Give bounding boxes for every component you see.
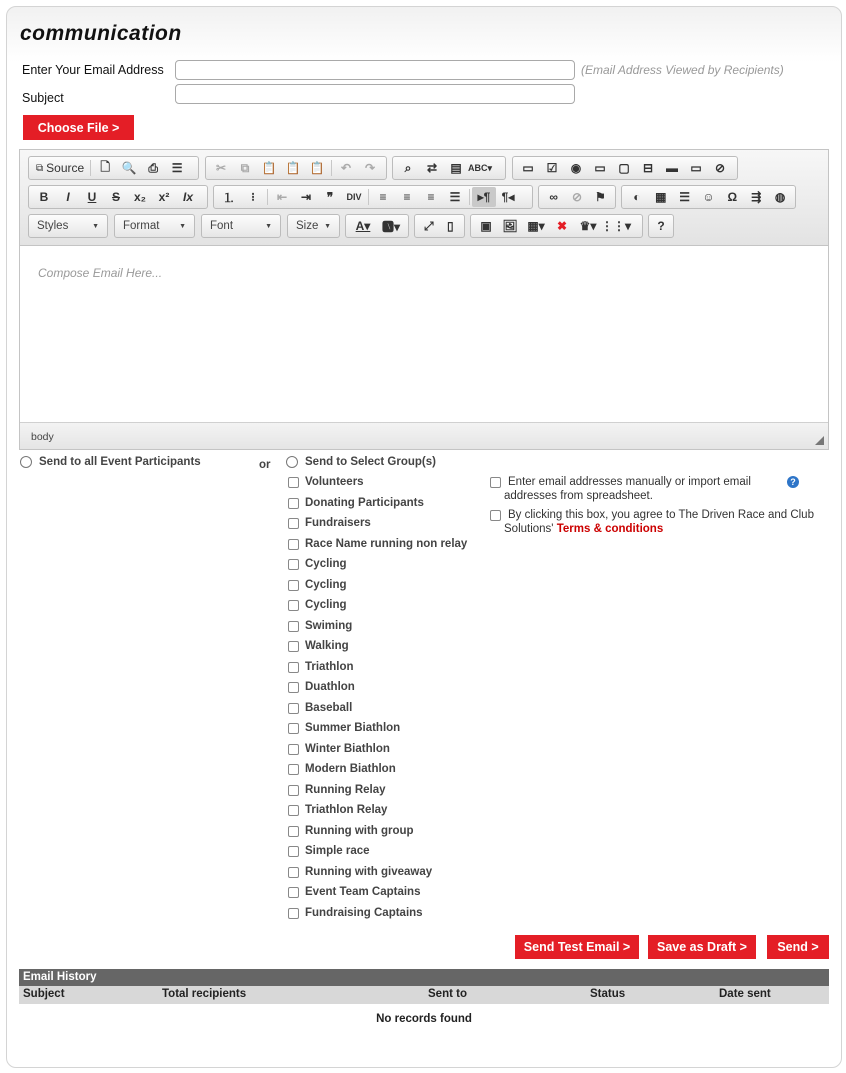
ltr-icon[interactable]: ▸¶ [472,187,496,207]
toolbar-group-document [28,156,199,180]
group-checkbox[interactable] [288,621,299,632]
send-button[interactable]: Send > [767,935,829,959]
send-all-label: Send to all Event Participants [39,456,201,468]
group-checkbox[interactable] [288,826,299,837]
group-checkbox[interactable] [288,887,299,898]
group-label: Running with group [305,825,414,837]
group-checkbox[interactable] [288,580,299,591]
save-draft-button[interactable]: Save as Draft > [648,935,756,959]
align-right-icon[interactable]: ≡ [427,190,435,204]
help-question-icon[interactable]: ? [657,219,665,233]
group-label: Simple race [305,845,370,857]
group-item[interactable] [288,515,371,531]
size-dropdown[interactable] [287,214,340,238]
paste-icon[interactable]: 📋 [261,161,277,175]
toolbar-group-links [538,185,616,209]
group-item[interactable] [288,843,370,859]
group-item[interactable] [288,864,432,880]
group-label: Event Team Captains [305,886,421,898]
editor-body[interactable] [20,246,828,423]
manual-entry-checkbox[interactable] [490,477,501,488]
group-item[interactable] [288,536,467,552]
group-checkbox[interactable] [288,539,299,550]
toolbar-group-basicstyles [28,185,208,209]
replace-icon[interactable]: ⇄ [426,161,438,175]
styles-dropdown[interactable] [28,214,108,238]
group-item[interactable] [288,638,349,654]
group-checkbox[interactable] [288,641,299,652]
email-label: Enter Your Email Address [22,63,164,77]
radio-icon[interactable]: ◉ [570,161,582,175]
cut-icon[interactable]: ✂ [215,161,227,175]
indent-icon[interactable]: ⇥ [300,190,312,204]
page-title: communication [20,22,182,45]
agree-terms-line2 [504,523,663,535]
group-checkbox[interactable] [288,682,299,693]
copy-icon[interactable]: ⧉ [240,160,250,175]
choose-file-button[interactable]: Choose File > [23,115,134,140]
group-checkbox[interactable] [288,805,299,816]
group-item[interactable] [288,802,387,818]
group-item[interactable] [288,823,414,839]
email-history-header: Email History [19,969,829,986]
format-label: Format [123,220,160,232]
agree-terms-prefix: Solutions' [504,523,554,535]
source-icon: ⧉ [36,162,44,174]
toolbar-group-extras [470,214,643,238]
email-input[interactable] [175,60,575,80]
print-icon[interactable]: ⎙ [148,160,158,175]
group-label: Summer Biathlon [305,722,401,734]
textarea-icon[interactable]: ▢ [618,161,630,175]
bulleted-list-icon[interactable]: ⁝ [251,190,255,204]
group-checkbox[interactable] [288,785,299,796]
send-all-radio[interactable] [20,456,32,468]
group-checkbox[interactable] [288,723,299,734]
justify-icon[interactable]: ☰ [449,190,461,204]
delete-icon[interactable]: ✖ [556,219,568,233]
strike-icon[interactable]: S [111,190,120,204]
image-button-icon[interactable]: ▭ [690,161,702,175]
resize-handle-icon[interactable] [815,436,824,445]
link-icon[interactable]: ∞ [549,190,558,204]
save-icon[interactable]: ▣ [480,219,492,233]
toolbar-group-editing [392,156,506,180]
maximize-icon[interactable]: ⤢ [423,218,434,233]
chevron-down-icon: ▼ [92,222,99,230]
toolbar-group-help [648,214,674,238]
special-char-icon[interactable]: Ω [727,190,738,204]
group-checkbox[interactable] [288,764,299,775]
subject-input[interactable] [175,84,575,104]
group-item[interactable] [288,597,347,613]
show-blocks-icon[interactable]: ▯ [446,219,454,233]
select-groups-option[interactable] [286,456,436,468]
paste-word-icon[interactable]: 📋 [309,161,325,175]
toolbar-group-forms [512,156,738,180]
source-button[interactable] [32,158,88,178]
toolbar-group-insert [621,185,796,209]
form-icon[interactable]: ▭ [522,161,534,175]
send-all-option[interactable] [20,456,201,468]
group-label: Cycling [305,558,347,570]
group-label: Donating Participants [305,497,424,509]
templates-icon[interactable]: ☰ [171,161,183,175]
align-center-icon[interactable]: ≡ [403,190,411,204]
group-label: Fundraisers [305,517,371,529]
rtl-icon[interactable]: ¶◂ [501,190,515,204]
iframe-icon[interactable]: ◍ [774,190,786,204]
chevron-down-icon: ▼ [265,222,272,230]
group-label: Cycling [305,599,347,611]
chess-icon[interactable]: ♛▾ [579,219,597,233]
group-checkbox[interactable] [288,559,299,570]
group-checkbox[interactable] [288,518,299,529]
source-label: Source [46,161,85,175]
email-hint: (Email Address Viewed by Recipients) [581,63,784,77]
group-label: Running with giveaway [305,866,433,878]
rich-text-editor [19,149,829,450]
group-item[interactable] [288,618,352,634]
group-item[interactable] [288,659,354,675]
font-dropdown[interactable] [201,214,281,238]
table-menu-icon[interactable]: ▦▾ [527,219,545,233]
size-label: Size [296,220,319,232]
group-checkbox[interactable] [288,846,299,857]
group-item[interactable] [288,679,355,695]
group-checkbox[interactable] [288,908,299,919]
group-checkbox[interactable] [288,600,299,611]
chevron-down-icon: ▼ [324,222,331,230]
text-color-icon[interactable]: A▾ [355,219,371,233]
group-label: Fundraising Captains [305,907,423,919]
undo-icon[interactable]: ↶ [340,161,352,175]
bold-icon[interactable]: B [39,190,49,204]
group-item[interactable] [288,474,364,490]
group-item[interactable] [288,495,424,511]
group-label: Modern Biathlon [305,763,396,775]
select-icon[interactable]: ⊟ [642,161,654,175]
terms-conditions-link[interactable]: Terms & conditions [556,523,664,535]
group-label: Winter Biathlon [305,743,390,755]
select-all-icon[interactable]: ▤ [450,161,462,175]
group-checkbox[interactable] [288,662,299,673]
manual-entry-line1: Enter email addresses manually or import email [508,476,751,488]
button-icon[interactable]: ▬ [666,161,678,175]
group-item[interactable] [288,577,347,593]
agree-terms-checkbox[interactable] [490,510,501,521]
unlink-icon[interactable]: ⊘ [571,190,583,204]
page-break-icon[interactable]: ⇶ [751,190,762,204]
toolbar-group-clipboard [205,156,387,180]
group-checkbox[interactable] [288,498,299,509]
subscript-icon[interactable]: x₂ [133,190,146,204]
group-label: Swiming [305,620,353,632]
group-item[interactable] [288,782,386,798]
image-icon[interactable]: 🖼 [502,219,518,233]
email-history-columns [19,986,829,1004]
column-date-sent[interactable]: Date sent [719,988,771,1000]
group-item[interactable] [288,884,420,900]
textfield-icon[interactable]: ▭ [594,161,606,175]
column-subject[interactable]: Subject [23,988,65,1000]
format-dropdown[interactable] [114,214,195,238]
group-label: Duathlon [305,681,355,693]
styles-label: Styles [37,220,69,232]
new-page-icon[interactable]: 🗋 [100,159,110,174]
div-icon[interactable]: DIV [346,192,362,202]
align-left-icon[interactable]: ≡ [379,190,387,204]
group-item[interactable] [288,761,396,777]
group-label: Volunteers [305,476,364,488]
group-item[interactable] [288,556,347,572]
table-icon[interactable]: ▦ [655,190,667,204]
outdent-icon[interactable]: ⇤ [276,190,288,204]
group-label: Triathlon [305,661,354,673]
group-label: Running Relay [305,784,386,796]
group-item[interactable] [288,720,400,736]
agree-terms-line1: By clicking this box, you agree to The Driven Race and Club [508,509,814,521]
select-groups-radio[interactable] [286,456,298,468]
numbered-list-icon[interactable]: ⒈ [222,190,235,205]
group-item[interactable] [288,905,423,921]
hidden-field-icon[interactable]: ⊘ [714,161,726,175]
preview-icon[interactable]: 🔍 [121,161,137,175]
subject-label: Subject [22,91,64,105]
element-path[interactable]: body [31,431,54,443]
column-sent-to[interactable]: Sent to [428,988,467,1000]
bg-color-icon[interactable]: 🅰▾ [381,219,401,234]
group-label: Race Name running non relay [305,538,468,550]
send-test-email-button[interactable]: Send Test Email > [515,935,639,959]
group-checkbox[interactable] [288,744,299,755]
toolbar-group-tools [414,214,465,238]
editor-toolbar [20,150,828,246]
underline-icon[interactable]: U [87,190,97,204]
select-groups-label: Send to Select Group(s) [305,456,436,468]
superscript-icon[interactable]: x² [158,190,170,204]
manual-entry-line2: addresses from spreadsheet. [504,490,653,502]
paste-text-icon[interactable]: 📋 [285,161,301,175]
group-checkbox[interactable] [288,867,299,878]
editor-footer [20,422,828,449]
no-records-message: No records found [376,1013,472,1025]
group-label: Triathlon Relay [305,804,388,816]
toolbar-group-colors [345,214,409,238]
blockquote-icon[interactable]: ❞ [326,190,334,204]
toolbar-group-paragraph [213,185,533,209]
editor-placeholder: Compose Email Here... [38,266,163,280]
or-label: or [259,459,271,471]
anchor-icon[interactable]: ⚑ [594,190,606,204]
spellcheck-icon[interactable]: ABC▾ [467,162,493,173]
column-total-recipients[interactable]: Total recipients [162,988,247,1000]
smiley-icon[interactable]: ☺ [702,190,715,204]
flash-icon[interactable]: ◐ [633,190,641,204]
redo-icon[interactable]: ↷ [364,161,376,175]
checkbox-icon[interactable]: ☑ [546,161,558,175]
group-label: Baseball [305,702,353,714]
group-item[interactable] [288,741,390,757]
group-label: Walking [305,640,349,652]
horizontal-line-icon[interactable]: ☰ [679,190,691,204]
group-item[interactable] [288,700,352,716]
group-checkbox[interactable] [288,703,299,714]
help-icon[interactable]: ? [787,476,799,488]
group-label: Cycling [305,579,347,591]
find-icon[interactable]: ⌕ [404,160,412,175]
column-status[interactable]: Status [590,988,626,1000]
remove-format-icon[interactable]: Ix [182,190,193,204]
italic-icon[interactable]: I [66,190,70,204]
group-checkbox[interactable] [288,477,299,488]
grid-menu-icon[interactable]: ⋮⋮▾ [600,219,632,233]
chevron-down-icon: ▼ [179,222,186,230]
font-label: Font [210,220,234,232]
